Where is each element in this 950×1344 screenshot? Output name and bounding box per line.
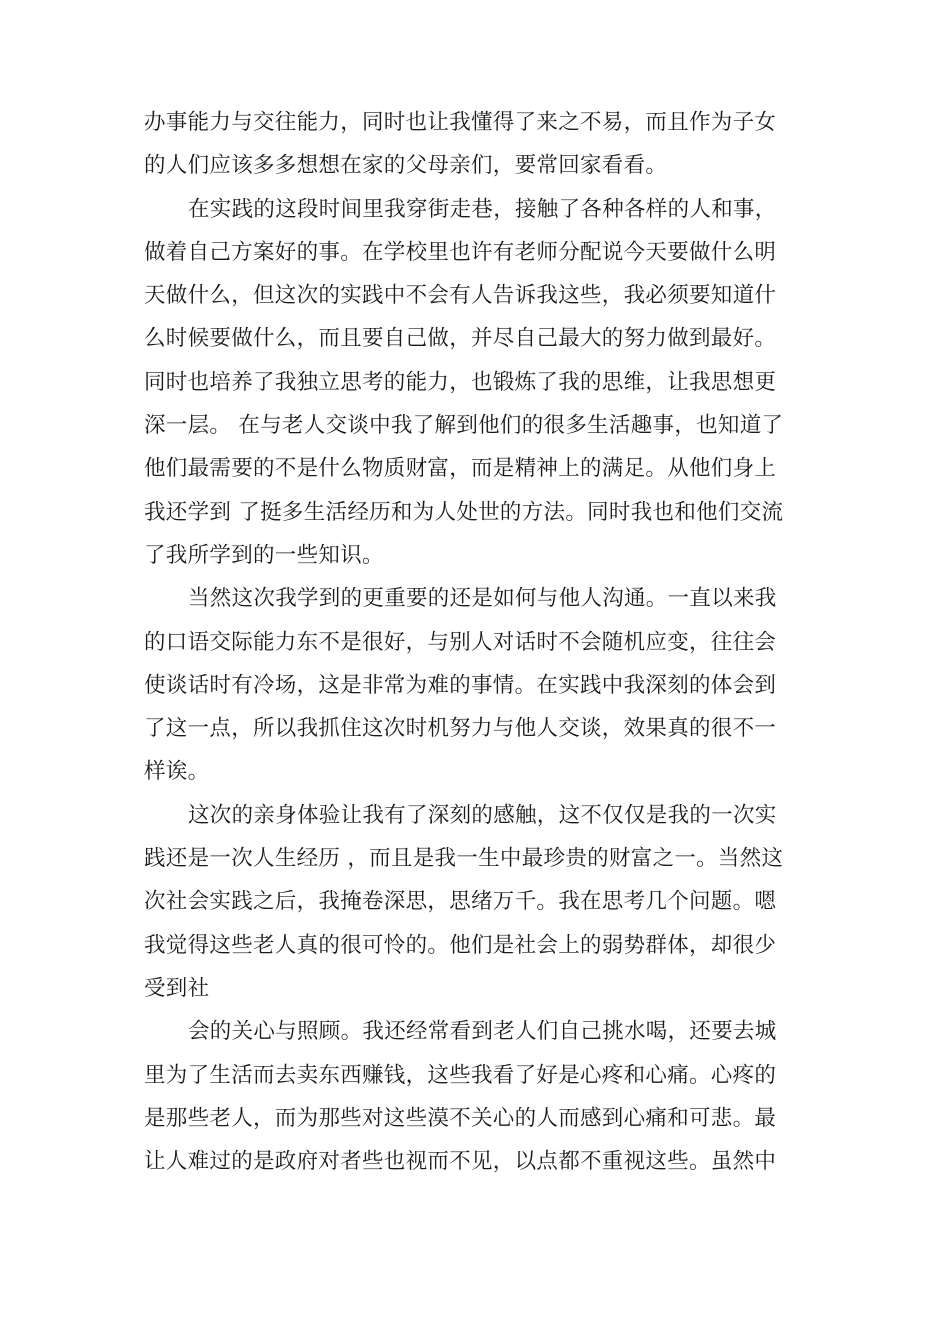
text-line: 我觉得这些老人真的很可怜的。他们是社会上的弱势群体，却很少 [144,932,777,958]
text-line: 让人难过的是政府对者些也视而不见，以点都不重视这些。虽然中 [144,1149,777,1175]
text-line: 深一层。 在与老人交谈中我了解到他们的很多生活趣事，也知道了 [144,413,784,439]
text-line: 会的关心与照顾。我还经常看到老人们自己挑水喝，还要去城 [188,1019,777,1045]
text-line: 里为了生活而去卖东西赚钱，这些我看了好是心疼和心痛。心疼的 [144,1062,777,1088]
document-body [144,101,806,1183]
text-line: 当然这次我学到的更重要的还是如何与他人沟通。一直以来我 [188,586,777,612]
text-line: 同时也培养了我独立思考的能力，也锻炼了我的思维，让我思想更 [144,369,777,395]
text-line: 次社会实践之后，我掩卷深思，思绪万千。我在思考几个问题。嗯 [144,889,777,915]
text-line: 是那些老人，而为那些对这些漠不关心的人而感到心痛和可悲。最 [144,1105,777,1131]
text-line: 这次的亲身体验让我有了深刻的感触，这不仅仅是我的一次实 [188,802,777,828]
text-line: 使谈话时有冷场，这是非常为难的事情。在实践中我深刻的体会到 [144,672,777,698]
text-line: 了我所学到的一些知识。 [144,542,384,568]
text-line: 的口语交际能力东不是很好，与别人对话时不会随机应变，往往会 [144,629,777,655]
text-line: 么时候要做什么，而且要自己做，并尽自己最大的努力做到最好。 [144,326,777,352]
text-line: 的人们应该多多想想在家的父母亲们，要常回家看看。 [144,153,668,179]
text-line: 天做什么，但这次的实践中不会有人告诉我这些，我必须要知道什 [144,283,777,309]
text-line: 样诶。 [144,759,210,785]
text-line: 了这一点，所以我抓住这次时机努力与他人交谈，效果真的很不一 [144,716,777,742]
text-line: 办事能力与交往能力，同时也让我懂得了来之不易，而且作为子女 [144,110,777,135]
text-line: 他们最需要的不是什么物质财富，而是精神上的满足。从他们身上 [144,456,777,482]
text-line: 受到社 [144,975,210,1001]
text-line: 做着自己方案好的事。在学校里也许有老师分配说今天要做什么明 [144,239,777,265]
text-line: 践还是一次人生经历 ，而且是我一生中最珍贵的财富之一。当然这 [144,846,784,872]
text-line: 我还学到 了挺多生活经历和为人处世的方法。同时我也和他们交流 [144,499,784,525]
text-line: 在实践的这段时间里我穿街走巷，接触了各种各样的人和事， [188,196,777,222]
